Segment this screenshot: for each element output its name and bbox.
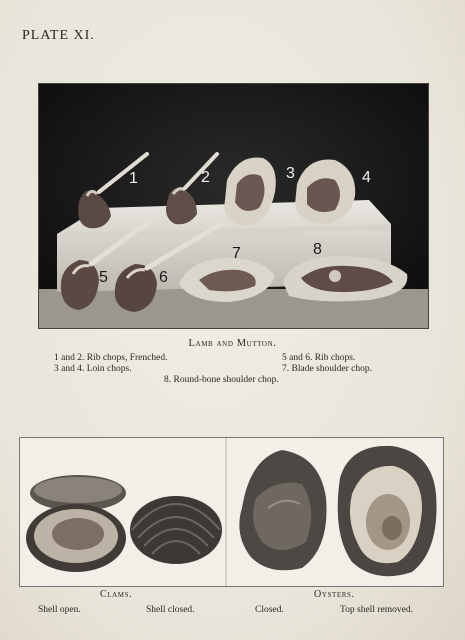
chop-number-6: 6 [159,269,168,286]
chop-number-4: 4 [362,169,371,186]
lamb-mutton-photo [38,83,429,329]
chop-number-5: 5 [99,269,108,286]
plate-number: PLATE XI. [22,28,95,43]
label-top-shell-removed: Top shell removed. [340,605,413,615]
oysters-group-label: Oysters. [314,589,355,600]
chop-number-7: 7 [232,245,241,262]
legend-line-1-left: 1 and 2. Rib chops, Frenched. [54,353,168,363]
oyster-top-shell-removed [338,446,437,576]
lamb-chops-illustration [39,84,429,329]
clams-oysters-photo [19,437,444,587]
clam-open [26,475,126,572]
legend-line-2-left: 3 and 4. Loin chops. [54,364,132,374]
lamb-mutton-caption: Lamb and Mutton. [188,338,277,349]
chop-number-8: 8 [313,241,322,258]
legend-line-2-right: 7. Blade shoulder chop. [282,364,372,374]
label-oyster-closed: Closed. [255,605,284,615]
clams-group-label: Clams. [100,589,133,600]
shellfish-illustration [20,438,444,587]
legend-line-1-right: 5 and 6. Rib chops. [282,353,356,363]
clam-closed [130,496,222,564]
label-shell-open: Shell open. [38,605,81,615]
chop-number-1: 1 [129,170,138,187]
chop-number-3: 3 [286,165,295,182]
chop-number-2: 2 [201,169,210,186]
label-shell-closed: Shell closed. [146,605,195,615]
legend-line-3: 8. Round-bone shoulder chop. [164,375,279,385]
